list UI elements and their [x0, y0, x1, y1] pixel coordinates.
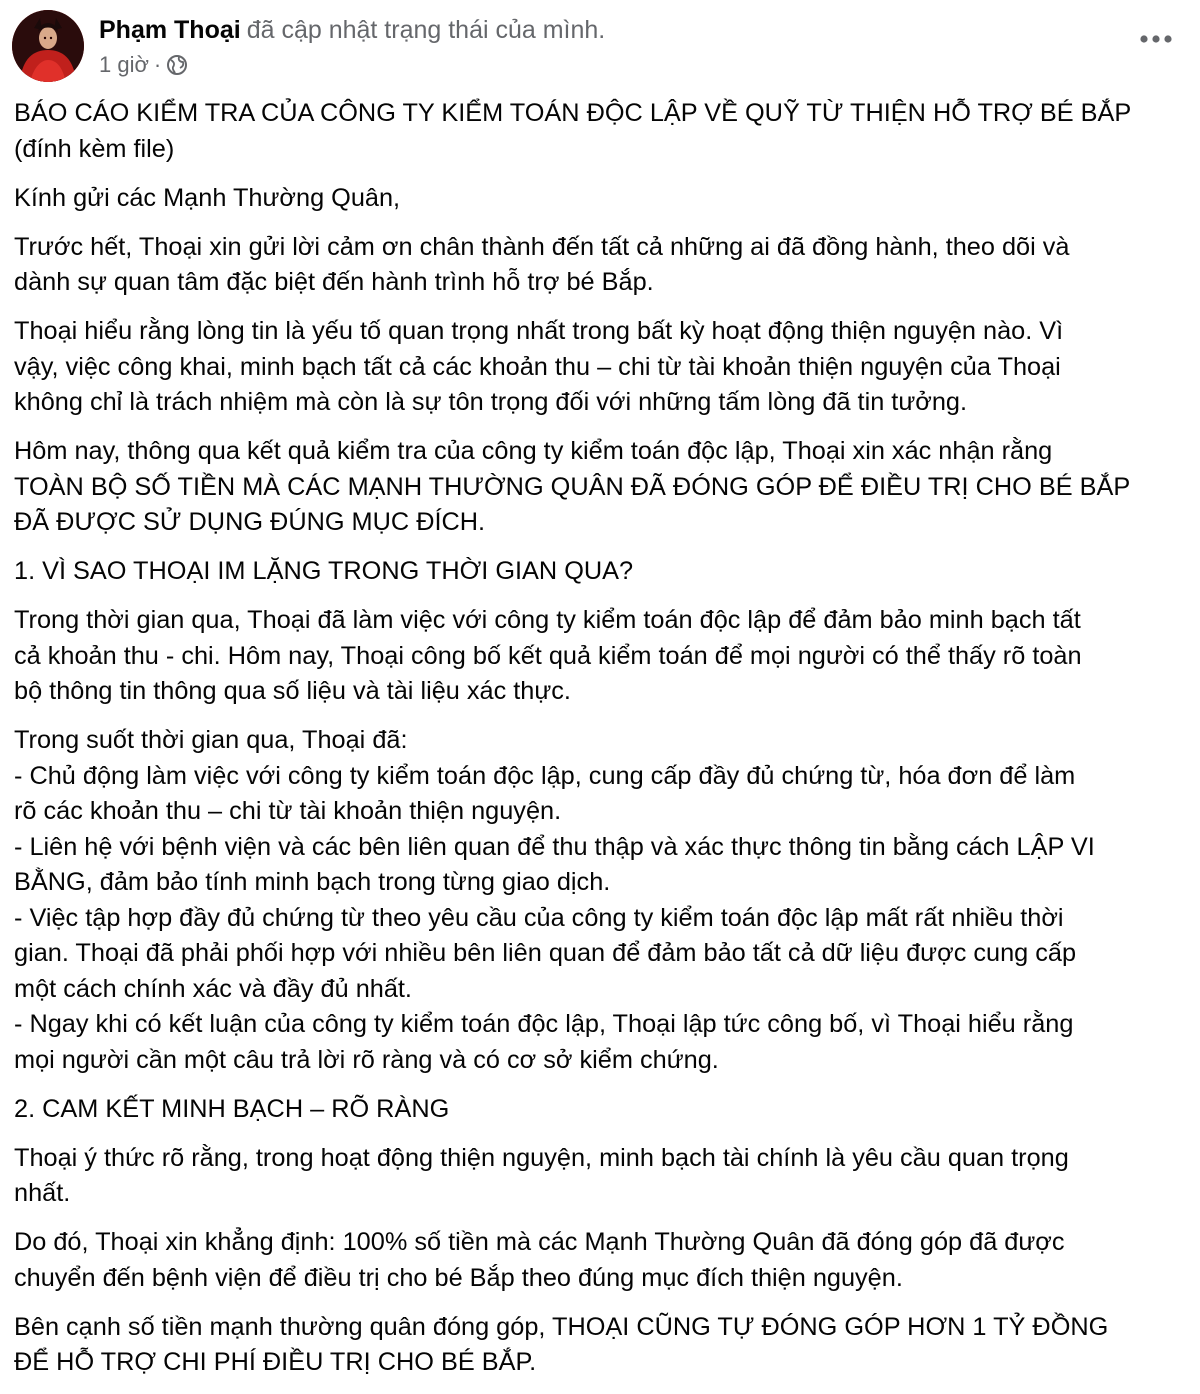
text-line: gian. Thoại đã phải phối hợp với nhiều bên liên quan để đảm bảo tất cả dữ liệu được cung cấp	[14, 939, 1077, 967]
text-line: BẰNG, đảm bảo tính minh bạch trong từng giao dịch.	[14, 868, 611, 896]
paragraph	[14, 1141, 1188, 1212]
post-body	[14, 96, 1188, 1394]
text-line: 2. CAM KẾT MINH BẠCH – RÕ RÀNG	[14, 1094, 450, 1123]
section-heading	[14, 554, 1188, 590]
post-action-text: đã cập nhật trạng thái của mình.	[246, 16, 606, 44]
avatar-image	[12, 10, 84, 82]
paragraph	[14, 603, 1188, 710]
greeting	[14, 181, 1188, 217]
text-line: Trong thời gian qua, Thoại đã làm việc với công ty kiểm toán độc lập để đảm bảo minh bạch tất	[14, 606, 1081, 634]
paragraph	[14, 723, 1188, 1078]
text-line: Bên cạnh số tiền mạnh thường quân đóng góp, THOẠI CŨNG TỰ ĐÓNG GÓP HƠN 1 TỶ ĐỒNG	[14, 1312, 1109, 1341]
post-title	[14, 96, 1188, 167]
avatar[interactable]	[12, 10, 84, 82]
text-line: bộ thông tin thông qua số liệu và tài liệu xác thực.	[14, 677, 571, 705]
text-line: không chỉ là trách nhiệm mà còn là sự tôn trọng đối với những tấm lòng đã tin tưởng.	[14, 388, 968, 416]
paragraph	[14, 314, 1188, 421]
text-line: - Việc tập hợp đầy đủ chứng từ theo yêu cầu của công ty kiểm toán độc lập mất rất nhiều thời	[14, 903, 1064, 932]
author-name[interactable]: Phạm Thoại	[99, 16, 241, 44]
post-meta	[99, 50, 188, 80]
text-line: - Chủ động làm việc với công ty kiểm toán độc lập, cung cấp đầy đủ chứng từ, hóa đơn để làm	[14, 761, 1076, 790]
text-line: cả khoản thu - chi. Hôm nay, Thoại công bố kết quả kiểm toán để mọi người có thể thấy rõ toàn	[14, 641, 1082, 670]
more-options-icon[interactable]	[1136, 24, 1176, 54]
text-line: Trong suốt thời gian qua, Thoại đã:	[14, 726, 408, 754]
text-line: - Liên hệ với bệnh viện và các bên liên quan để thu thập và xác thực thông tin bằng cách LẬP VI	[14, 832, 1095, 861]
text-line: vậy, việc công khai, minh bạch tất cả các khoản thu – chi từ tài khoản thiện nguyện của Thoại	[14, 352, 1061, 381]
text-line: Trước hết, Thoại xin gửi lời cảm ơn chân thành đến tất cả những ai đã đồng hành, theo dõi và	[14, 232, 1070, 261]
text-line: 1. VÌ SAO THOẠI IM LẶNG TRONG THỜI GIAN QUA?	[14, 557, 634, 585]
text-line: BÁO CÁO KIỂM TRA CỦA CÔNG TY KIỂM TOÁN ĐỘC LẬP VỀ QUỸ TỪ THIỆN HỖ TRỢ BÉ BẮP	[14, 99, 1132, 127]
text-line: chuyển đến bệnh viện để điều trị cho bé Bắp theo đúng mục đích thiện nguyện.	[14, 1263, 903, 1292]
text-line: rõ các khoản thu – chi từ tài khoản thiện nguyện.	[14, 797, 562, 825]
meta-separator: ·	[153, 52, 162, 77]
author-line	[99, 14, 605, 46]
text-line: mọi người cần một câu trả lời rõ ràng và có cơ sở kiểm chứng.	[14, 1045, 719, 1074]
text-line: Thoại hiểu rằng lòng tin là yếu tố quan trọng nhất trong bất kỳ hoạt động thiện nguyện nào. Vì	[14, 317, 1064, 345]
text-line: ĐÃ ĐƯỢC SỬ DỤNG ĐÚNG MỤC ĐÍCH.	[14, 508, 486, 536]
text-line: Hôm nay, thông qua kết quả kiểm tra của công ty kiểm toán độc lập, Thoại xin xác nhận rằng	[14, 437, 1053, 465]
text-line: một cách chính xác và đầy đủ nhất.	[14, 974, 412, 1003]
text-line: - Ngay khi có kết luận của công ty kiểm toán độc lập, Thoại lập tức công bố, vì Thoại hiểu rằng	[14, 1010, 1074, 1038]
text-line: TOÀN BỘ SỐ TIỀN MÀ CÁC MẠNH THƯỜNG QUÂN ĐÃ ĐÓNG GÓP ĐỂ ĐIỀU TRỊ CHO BÉ BẮP	[14, 472, 1131, 501]
paragraph	[14, 1310, 1188, 1381]
section-heading	[14, 1092, 1188, 1128]
text-line: nhất.	[14, 1179, 71, 1207]
paragraph	[14, 1225, 1188, 1296]
post-timestamp[interactable]: 1 giờ	[99, 52, 149, 77]
text-line: ĐỂ HỖ TRỢ CHI PHÍ ĐIỀU TRỊ CHO BÉ BẮP.	[14, 1348, 537, 1376]
globe-icon[interactable]	[166, 54, 188, 76]
paragraph	[14, 434, 1188, 541]
text-line: Kính gửi các Mạnh Thường Quân,	[14, 183, 401, 212]
paragraph	[14, 230, 1188, 301]
text-line: (đính kèm file)	[14, 134, 175, 163]
text-line: Thoại ý thức rõ rằng, trong hoạt động thiện nguyện, minh bạch tài chính là yêu cầu quan trọng	[14, 1143, 1069, 1172]
post-header	[12, 10, 1188, 82]
text-line: Do đó, Thoại xin khẳng định: 100% số tiền mà các Mạnh Thường Quân đã đóng góp đã được	[14, 1228, 1065, 1256]
text-line: dành sự quan tâm đặc biệt đến hành trình hỗ trợ bé Bắp.	[14, 268, 654, 296]
